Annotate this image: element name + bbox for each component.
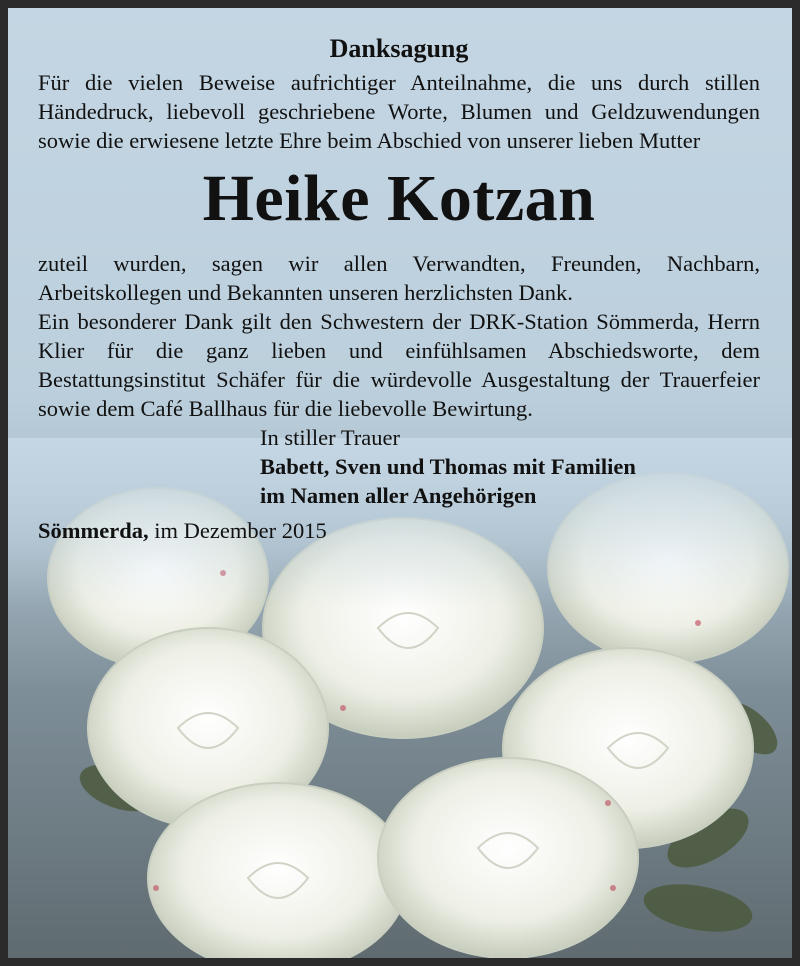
special-thanks-paragraph: Ein besonderer Dank gilt den Schwestern der DRK-Station Sömmerda, Herrn Klier für die ganz lieben und einfühlsamen Abschiedsworte, dem Bestattungsinstitut Schäfer für die würdevolle Ausgestaltung der Trauerfeier sowie dem Café Ballhaus für die liebevolle Bewirtung. [38,309,760,421]
intro-paragraph: Für die vielen Beweise aufrichtiger Anteilnahme, die uns durch stillen Händedruck, liebevoll geschriebene Worte, Blumen und Geldzuwendungen sowie die erwiesene letzte Ehre beim Abschied von unserer lieben Mutter [38,70,760,153]
signature-relatives: im Namen aller Angehörigen [260,483,537,508]
notice-title: Danksagung [329,34,469,63]
signature-intro: In stiller Trauer [260,425,400,450]
place: Sömmerda, [38,518,149,543]
signature-names: Babett, Sven und Thomas mit Familien [260,454,636,479]
place-date-line [38,516,760,545]
date: im Dezember 2015 [154,518,327,543]
deceased-name: Heike Kotzan [202,162,596,235]
signature-block [260,423,760,510]
thanks-paragraph: zuteil wurden, sagen wir allen Verwandten, Freunden, Nachbarn, Arbeitskollegen und Bekannten unseren herzlichsten Dank. [38,251,760,305]
